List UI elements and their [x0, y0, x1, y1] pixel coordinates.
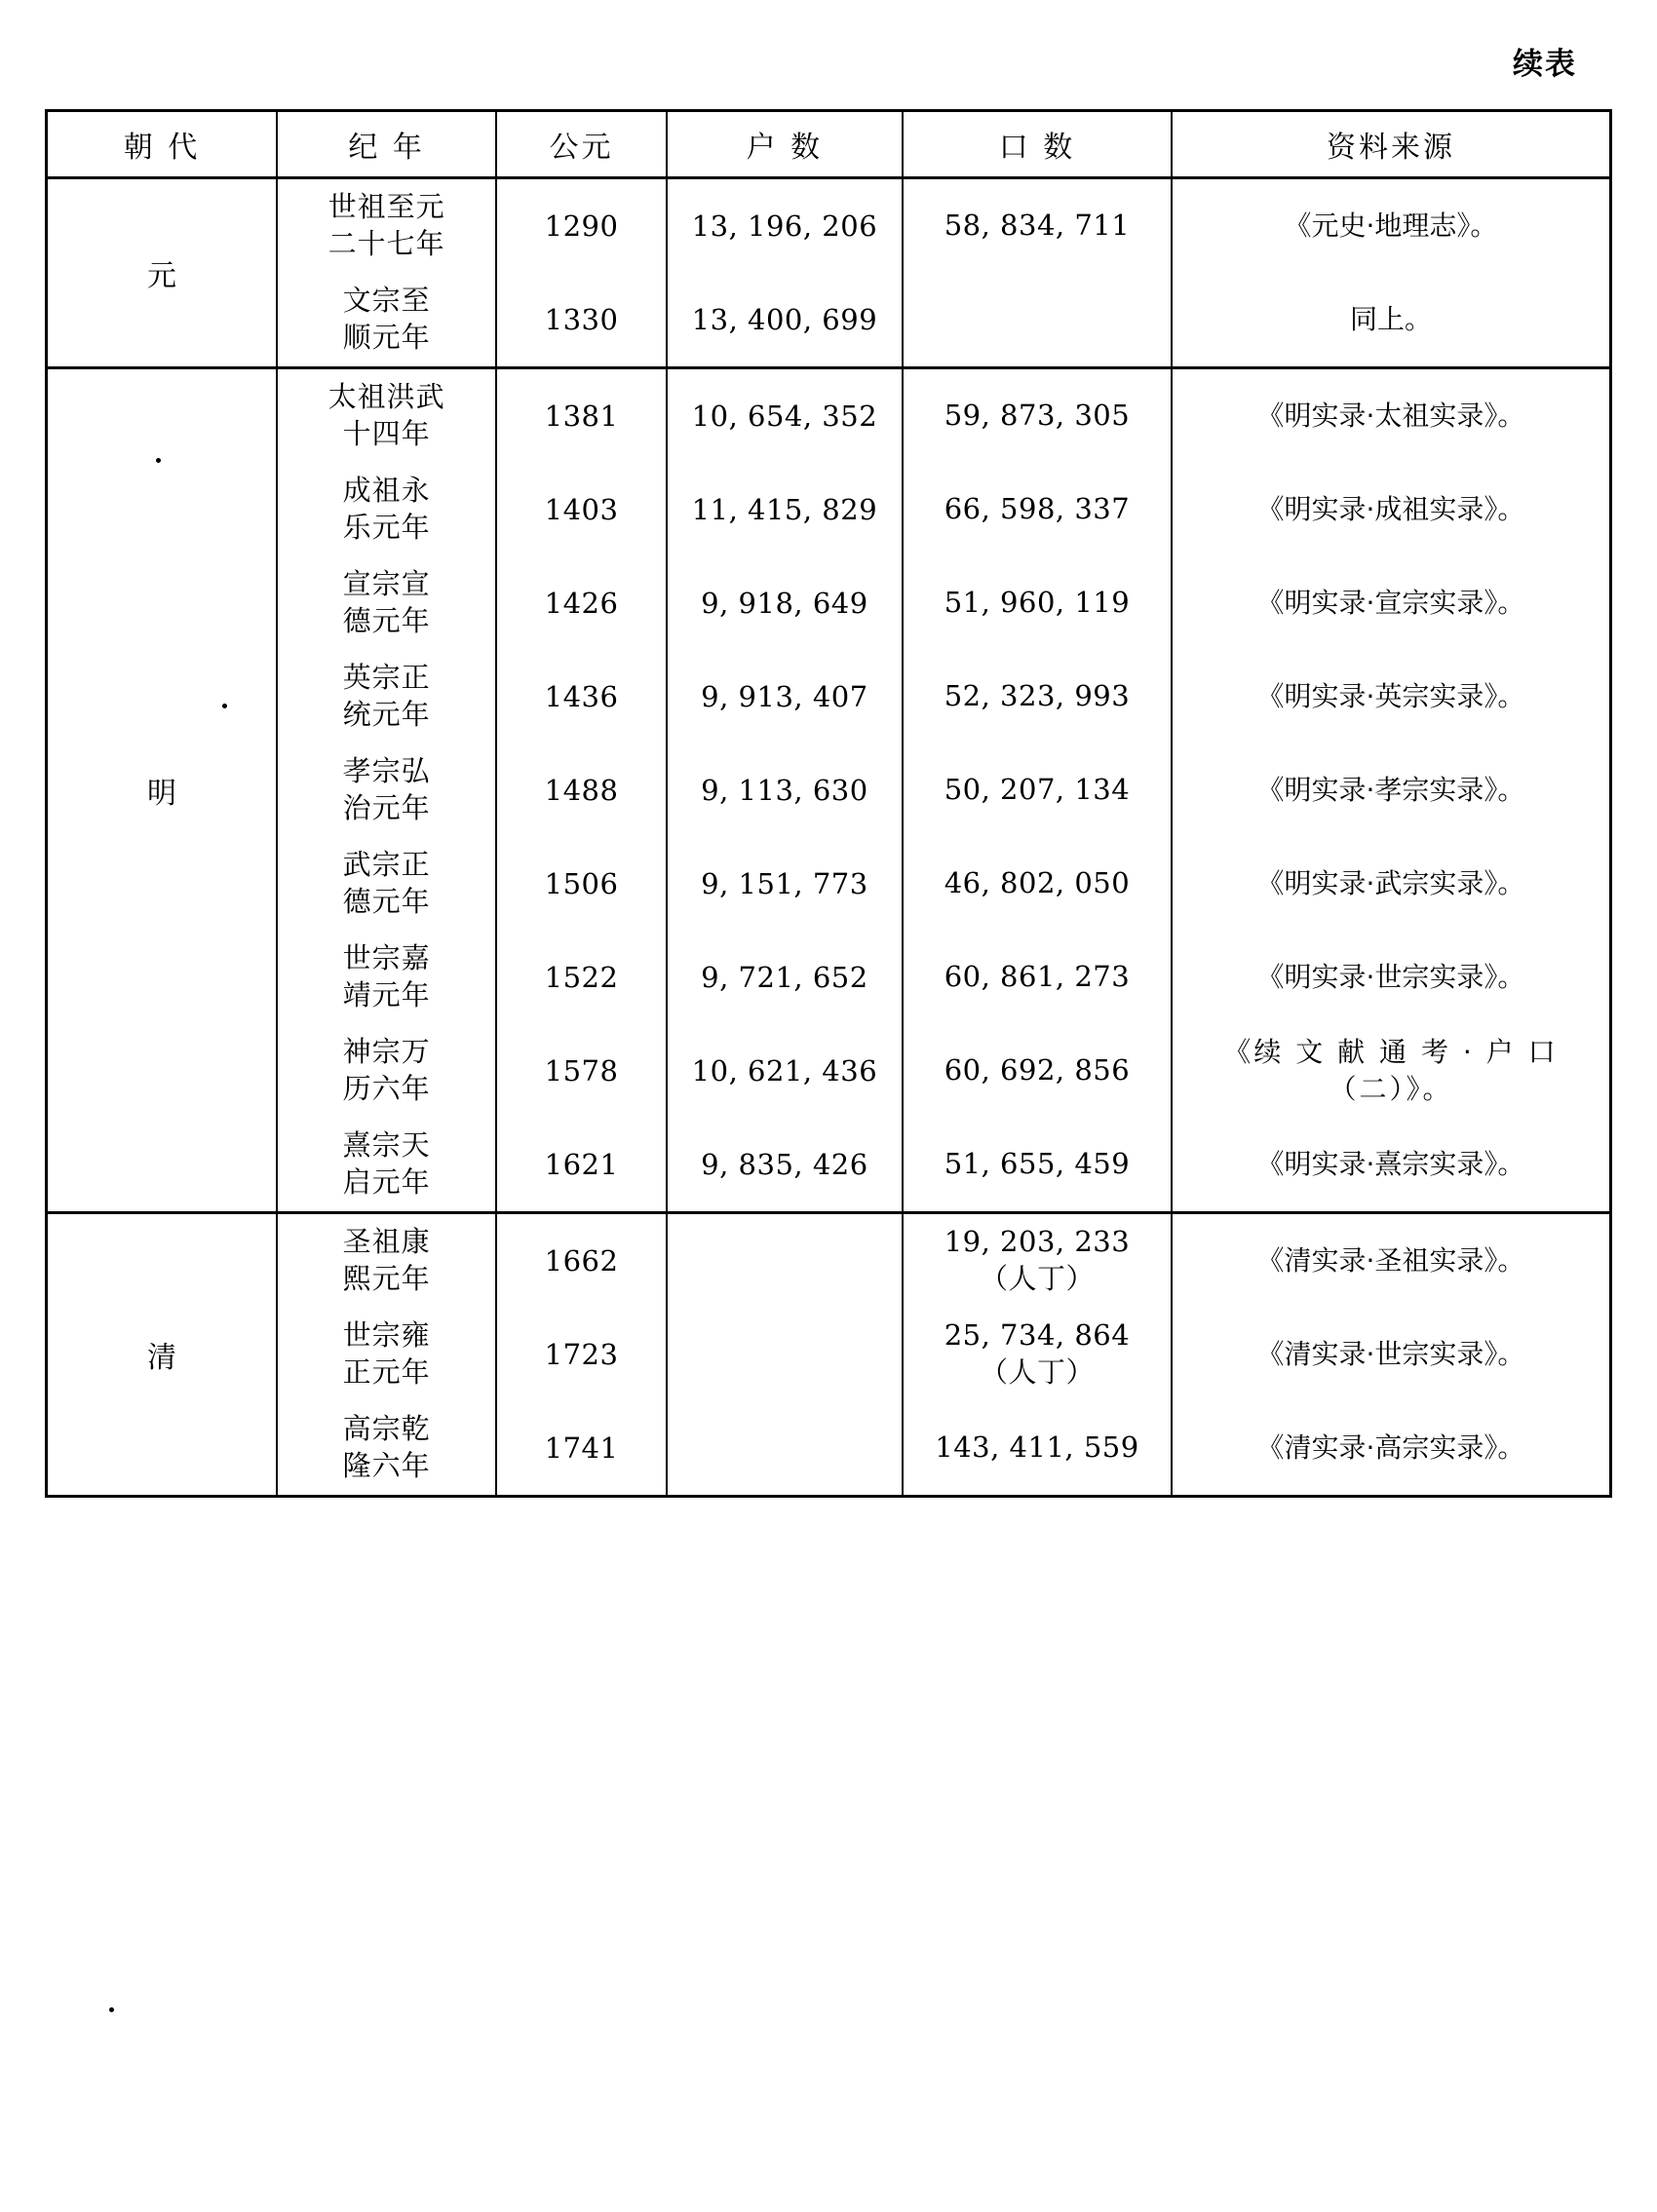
ce-year-cell: 1723: [496, 1308, 667, 1401]
era-cell: 宣宗宣 德元年: [277, 556, 496, 650]
population-cell: 52, 323, 993: [903, 650, 1172, 744]
continued-table-label: 续表: [1513, 47, 1577, 82]
stray-mark: [156, 458, 161, 463]
households-cell: 11, 415, 829: [667, 463, 903, 556]
ce-year-cell: 1426: [496, 556, 667, 650]
census-table: [45, 109, 1612, 1498]
population-cell: 46, 802, 050: [903, 837, 1172, 931]
table-row: [47, 744, 1611, 837]
ce-year-cell: 1506: [496, 837, 667, 931]
table-row: [47, 556, 1611, 650]
households-cell: 9, 913, 407: [667, 650, 903, 744]
era-cell: 高宗乾 隆六年: [277, 1401, 496, 1497]
ce-year-cell: 1403: [496, 463, 667, 556]
households-cell: 13, 400, 699: [667, 273, 903, 368]
header-source: 资料来源: [1172, 111, 1611, 178]
households-cell: 13, 196, 206: [667, 178, 903, 274]
table-row: [47, 837, 1611, 931]
table-row: [47, 1118, 1611, 1213]
population-cell: [903, 273, 1172, 368]
era-cell: 世宗嘉 靖元年: [277, 931, 496, 1024]
table-header-row: [47, 111, 1611, 178]
population-cell: 51, 655, 459: [903, 1118, 1172, 1213]
header-population: 口 数: [903, 111, 1172, 178]
era-cell: 神宗万 历六年: [277, 1024, 496, 1118]
era-cell: 世祖至元 二十七年: [277, 178, 496, 274]
households-cell: [667, 1401, 903, 1497]
table-row: [47, 931, 1611, 1024]
table-row: [47, 178, 1611, 274]
source-cell: 《明实录·英宗实录》。: [1172, 650, 1611, 744]
table-row: [47, 1024, 1611, 1118]
era-cell: 文宗至 顺元年: [277, 273, 496, 368]
source-cell: 《明实录·成祖实录》。: [1172, 463, 1611, 556]
header-era: 纪 年: [277, 111, 496, 178]
era-cell: 英宗正 统元年: [277, 650, 496, 744]
households-cell: 10, 621, 436: [667, 1024, 903, 1118]
source-cell: 《明实录·武宗实录》。: [1172, 837, 1611, 931]
households-cell: [667, 1308, 903, 1401]
table-row: [47, 650, 1611, 744]
source-cell: 《清实录·高宗实录》。: [1172, 1401, 1611, 1497]
population-cell: 51, 960, 119: [903, 556, 1172, 650]
era-cell: 圣祖康 熙元年: [277, 1213, 496, 1309]
table-row: [47, 273, 1611, 368]
era-cell: 熹宗天 启元年: [277, 1118, 496, 1213]
population-cell: 50, 207, 134: [903, 744, 1172, 837]
ce-year-cell: 1621: [496, 1118, 667, 1213]
source-cell: 《明实录·孝宗实录》。: [1172, 744, 1611, 837]
header-dynasty: 朝 代: [47, 111, 278, 178]
ce-year-cell: 1381: [496, 368, 667, 464]
ce-year-cell: 1662: [496, 1213, 667, 1309]
table-row: [47, 368, 1611, 464]
ce-year-cell: 1330: [496, 273, 667, 368]
source-cell: 《明实录·世宗实录》。: [1172, 931, 1611, 1024]
households-cell: 9, 918, 649: [667, 556, 903, 650]
source-cell: 《明实录·宣宗实录》。: [1172, 556, 1611, 650]
population-cell: 25, 734, 864 （人丁）: [903, 1308, 1172, 1401]
population-cell: 60, 692, 856: [903, 1024, 1172, 1118]
ce-year-cell: 1578: [496, 1024, 667, 1118]
households-cell: 10, 654, 352: [667, 368, 903, 464]
table-row: [47, 463, 1611, 556]
header-households: 户 数: [667, 111, 903, 178]
source-cell: 《明实录·太祖实录》。: [1172, 368, 1611, 464]
census-table-body: [47, 111, 1611, 1497]
source-cell: 《元史·地理志》。: [1172, 178, 1611, 274]
table-row: [47, 1213, 1611, 1309]
source-cell: 同上。: [1172, 273, 1611, 368]
ce-year-cell: 1522: [496, 931, 667, 1024]
households-cell: [667, 1213, 903, 1309]
source-cell: 《清实录·世宗实录》。: [1172, 1308, 1611, 1401]
era-cell: 太祖洪武 十四年: [277, 368, 496, 464]
population-cell: 59, 873, 305: [903, 368, 1172, 464]
population-cell: 66, 598, 337: [903, 463, 1172, 556]
table-row: [47, 1401, 1611, 1497]
source-cell: 《续 文 献 通 考 · 户 口 （二）》。: [1172, 1024, 1611, 1118]
ce-year-cell: 1488: [496, 744, 667, 837]
ce-year-cell: 1290: [496, 178, 667, 274]
households-cell: 9, 835, 426: [667, 1118, 903, 1213]
era-cell: 孝宗弘 治元年: [277, 744, 496, 837]
header-ce: 公元: [496, 111, 667, 178]
dynasty-cell: 明: [47, 368, 278, 1213]
stray-mark: [109, 2007, 114, 2012]
dynasty-cell: 清: [47, 1213, 278, 1497]
era-cell: 成祖永 乐元年: [277, 463, 496, 556]
stray-mark: [222, 704, 227, 708]
households-cell: 9, 721, 652: [667, 931, 903, 1024]
table-row: [47, 1308, 1611, 1401]
households-cell: 9, 151, 773: [667, 837, 903, 931]
population-cell: 143, 411, 559: [903, 1401, 1172, 1497]
population-cell: 19, 203, 233 （人丁）: [903, 1213, 1172, 1309]
ce-year-cell: 1741: [496, 1401, 667, 1497]
dynasty-cell: 元: [47, 178, 278, 368]
era-cell: 武宗正 德元年: [277, 837, 496, 931]
source-cell: 《清实录·圣祖实录》。: [1172, 1213, 1611, 1309]
source-cell: 《明实录·熹宗实录》。: [1172, 1118, 1611, 1213]
era-cell: 世宗雍 正元年: [277, 1308, 496, 1401]
population-cell: 60, 861, 273: [903, 931, 1172, 1024]
population-cell: 58, 834, 711: [903, 178, 1172, 274]
households-cell: 9, 113, 630: [667, 744, 903, 837]
ce-year-cell: 1436: [496, 650, 667, 744]
